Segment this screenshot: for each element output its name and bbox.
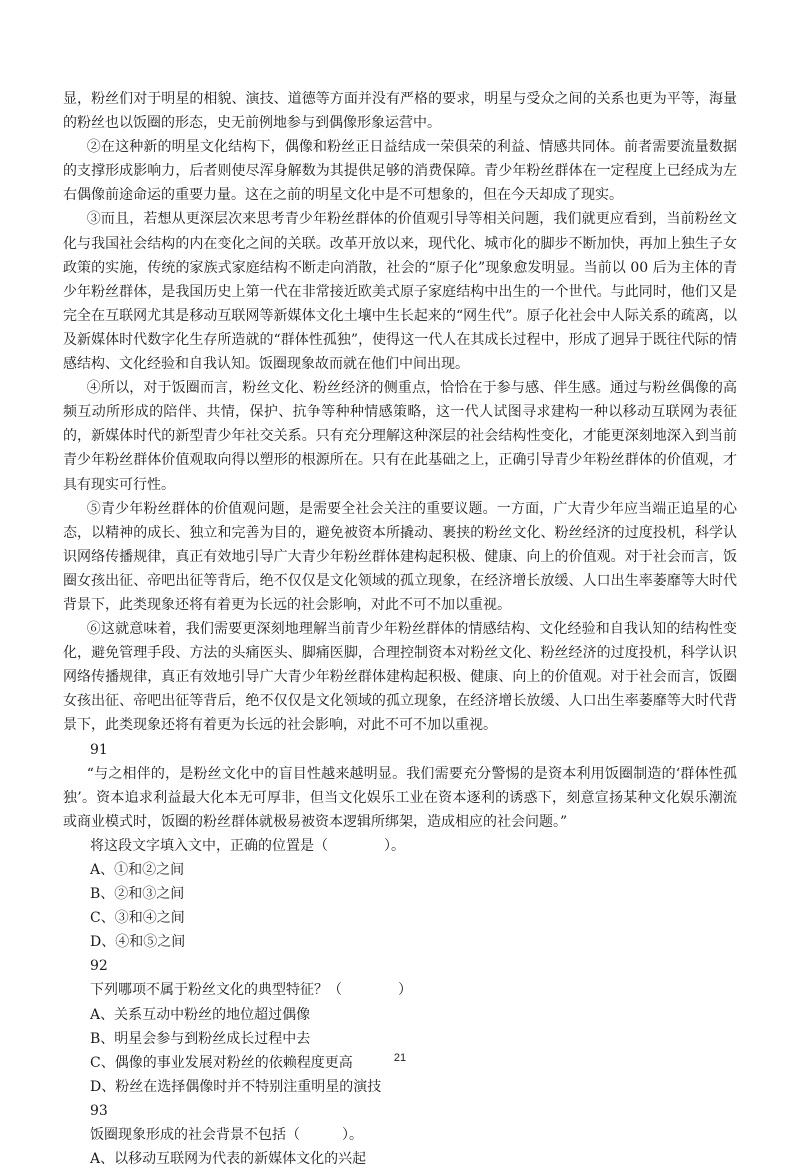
question-91-option-d: D、④和⑤之间 xyxy=(90,934,186,951)
question-92-option-c: C、偶像的事业发展对粉丝的依赖程度更高 xyxy=(90,1054,353,1071)
question-93-text: 饭圈现象形成的社会背景不包括（ ）。 xyxy=(90,1127,363,1144)
question-91-quote: “与之相伴的，是粉丝文化中的盲目性越来越明显。我们需要充分警惕的是资本利用饭圈制造的‘群体性孤独’。资本追求利益最大化本无可厚非，但当文化娱乐工业在资本逐利的诱惑下，刻意宣扬某种文化娱乐潮流或商业模式时，饭圈的粉丝群体就极易被资本逻辑所绑架，造成相应的社会问题。” xyxy=(63,765,737,830)
question-93-number: 93 xyxy=(90,1102,108,1119)
question-91-option-c: C、③和④之间 xyxy=(90,910,185,927)
question-92-option-b: B、明星会参与到粉丝成长过程中去 xyxy=(90,1030,311,1047)
question-92-number: 92 xyxy=(90,958,108,975)
question-91-option-b: B、②和③之间 xyxy=(90,886,185,903)
question-92-option-a: A、关系互动中粉丝的地位超过偶像 xyxy=(90,1006,311,1023)
paragraph-6: ⑥这就意味着，我们需要更深刻地理解当前青少年粉丝群体的情感结构、文化经验和自我认知的结构性变化，避免管理手段、方法的头痛医头、脚痛医脚，合理控制资本对粉丝文化、粉丝经济的过度投机，科学认识网络传播规律，真正有效地引导广大青少年粉丝群体建构起积极、健康、向上的价值观。对于社会而言，饭圈女孩出征、帝吧出征等背后，绝不仅仅是文化领域的孤立现象，在经济增长放缓、人口出生率萎靡等大时代背景下，此类现象还将有着更为长远的社会影响，对此不可不加以重视。 xyxy=(63,621,737,734)
page-number: 21 xyxy=(393,1052,407,1064)
paragraph-2: ②在这种新的明星文化结构下，偶像和粉丝正日益结成一荣俱荣的利益、情感共同体。前者需要流量数据的支撑形成影响力，后者则使尽浑身解数为其提供足够的消费保障。青少年粉丝群体在一定程度上已经成为左右偶像前途命运的重要力量。这在之前的明星文化中是不可想象的，但在今天却成了现实。 xyxy=(63,139,737,204)
paragraph-1: 显，粉丝们对于明星的相貌、演技、道德等方面并没有严格的要求，明星与受众之间的关系也更为平等，海量的粉丝也以饭圈的形态，史无前例地参与到偶像形象运营中。 xyxy=(63,91,737,132)
question-91-number: 91 xyxy=(90,741,108,758)
document-body xyxy=(63,87,737,1171)
question-91-text: 将这段文字填入文中，正确的位置是（ ）。 xyxy=(90,837,405,854)
question-92-option-d: D、粉丝在选择偶像时并不特别注重明星的演技 xyxy=(90,1078,382,1095)
question-91-option-a: A、①和②之间 xyxy=(90,862,185,878)
paragraph-4: ④所以，对于饭圈而言，粉丝文化、粉丝经济的侧重点，恰恰在于参与感、伴生感。通过与粉丝偶像的高频互动所形成的陪伴、共情，保护、抗争等种种情感策略，这一代人试图寻求建构一种以移动互联网为表征的，新媒体时代的新型青少年社交关系。只有充分理解这种深层的社会结构性变化，才能更深刻地深入到当前青少年粉丝群体价值观取向得以塑形的根源所在。只有在此基础之上，正确引导青少年粉丝群体的价值观，才具有现实可行性。 xyxy=(63,380,737,493)
paragraph-3: ③而且，若想从更深层次来思考青少年粉丝群体的价值观引导等相关问题，我们就更应看到，当前粉丝文化与我国社会结构的内在变化之间的关联。改革开放以来，现代化、城市化的脚步不断加快，再加上独生子女政策的实施，传统的家族式家庭结构不断走向消散，社会的“原子化”现象愈发明显。当前以 00 后为主体的青少年粉丝群体，是我国历史上第一代在非常接近欧美式原子家庭结构中出生的一个世代。与此同时，他们又是完全在互联网尤其是移动互联网等新媒体文化土壤中生长起来的“网生代”。原子化社会中人际关系的疏离，以及新媒体时代数字化生存所造就的“群体性孤独”，使得这一代人在其成长过程中，形成了迥异于既往代际的情感结构、文化经验和自我认知。饭圈现象故而就在他们中间出现。 xyxy=(63,211,737,373)
paragraph-5: ⑤青少年粉丝群体的价值观问题，是需要全社会关注的重要议题。一方面，广大青少年应当端正追星的心态，以精神的成长、独立和完善为目的，避免被资本所撬动、裹挟的粉丝文化、粉丝经济的过度投机，科学认识网络传播规律，真正有效地引导广大青少年粉丝群体建构起积极、健康、向上的价值观。对于社会而言，饭圈女孩出征、帝吧出征等背后，绝不仅仅是文化领域的孤立现象，在经济增长放缓、人口出生率萎靡等大时代背景下，此类现象还将有着更为长远的社会影响，对此不可不加以重视。 xyxy=(63,500,737,613)
question-93-option-a: A、以移动互联网为代表的新媒体文化的兴起 xyxy=(90,1151,367,1168)
question-92-text: 下列哪项不属于粉丝文化的典型特征？（ ） xyxy=(90,982,412,999)
